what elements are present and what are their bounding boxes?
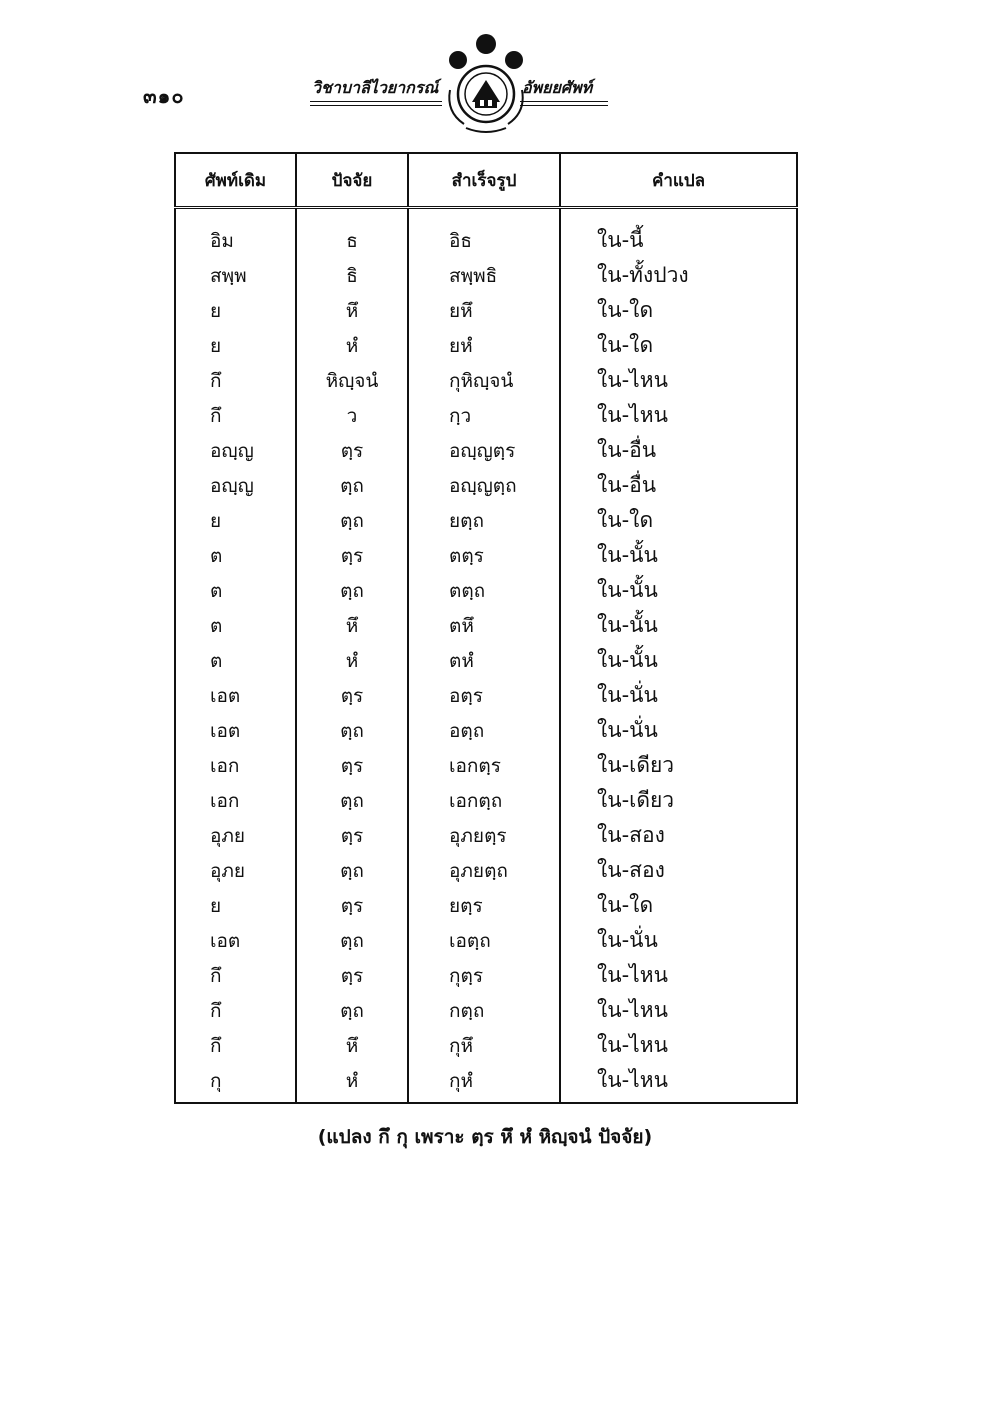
cell-form: กฺว <box>408 398 560 433</box>
cell-root: อุภย <box>210 824 246 847</box>
cell-root: ต <box>210 579 223 602</box>
cell-suffix: ตฺร <box>296 818 408 853</box>
cell-form: ยหํ <box>408 328 560 363</box>
cell-suffix: ตฺถ <box>296 853 408 888</box>
cell-root: อิม <box>210 229 234 252</box>
cell-suffix: ตฺถ <box>296 468 408 503</box>
cell-root: ต <box>210 544 223 567</box>
table-row <box>175 888 797 923</box>
cell-root: สพฺพ <box>210 264 247 287</box>
cell-suffix: ตฺร <box>296 888 408 923</box>
table-row <box>175 208 797 259</box>
cell-root: ย <box>210 299 222 322</box>
table-row <box>175 433 797 468</box>
table-row <box>175 1063 797 1103</box>
table-row <box>175 468 797 503</box>
cell-suffix: ตฺถ <box>296 713 408 748</box>
table-row <box>175 293 797 328</box>
table-row <box>175 993 797 1028</box>
table-header-row <box>175 153 797 208</box>
cell-root: ย <box>210 334 222 357</box>
table-row <box>175 258 797 293</box>
page-number: ๓๑๐ <box>143 84 185 108</box>
header-right-rule-2 <box>520 105 608 106</box>
cell-root: เอก <box>210 789 240 812</box>
table-row <box>175 923 797 958</box>
table-row <box>175 538 797 573</box>
table-row <box>175 398 797 433</box>
cell-form: ยหึ <box>408 293 560 328</box>
vocabulary-table <box>174 152 798 1104</box>
cell-form: อุภยตฺร <box>408 818 560 853</box>
cell-suffix: หึ <box>296 293 408 328</box>
table-row <box>175 363 797 398</box>
header-left-rule <box>310 101 442 102</box>
cell-meaning: ใน-เดียว <box>560 748 797 783</box>
cell-form: เอกตฺร <box>408 748 560 783</box>
cell-meaning: ใน-นั่น <box>560 678 797 713</box>
cell-suffix: ตฺร <box>296 678 408 713</box>
cell-form: ตหึ <box>408 608 560 643</box>
cell-form: อตฺถ <box>408 713 560 748</box>
cell-meaning: ใน-สอง <box>560 853 797 888</box>
cell-suffix: ตฺถ <box>296 503 408 538</box>
cell-form: ยตฺถ <box>408 503 560 538</box>
table-row <box>175 713 797 748</box>
cell-root: กึ <box>210 404 222 427</box>
cell-meaning: ใน-นั้น <box>560 643 797 678</box>
cell-suffix: ตฺถ <box>296 993 408 1028</box>
cell-meaning: ใน-นั่น <box>560 923 797 958</box>
table-row <box>175 748 797 783</box>
table-row <box>175 608 797 643</box>
cell-meaning: ใน-ไหน <box>560 398 797 433</box>
cell-suffix: ตฺถ <box>296 923 408 958</box>
cell-root: เอต <box>210 929 241 952</box>
cell-suffix: หํ <box>296 328 408 363</box>
cell-suffix: หิญฺจนํ <box>296 363 408 398</box>
cell-form: อิธ <box>408 208 560 259</box>
column-header-suffix: ปัจจัย <box>296 153 408 208</box>
cell-suffix: หํ <box>296 1063 408 1103</box>
cell-root: เอก <box>210 754 240 777</box>
cell-meaning: ใน-ไหน <box>560 1063 797 1103</box>
cell-root: เอต <box>210 719 241 742</box>
cell-suffix: ตฺร <box>296 433 408 468</box>
cell-meaning: ใน-อื่น <box>560 433 797 468</box>
cell-form: ยตฺร <box>408 888 560 923</box>
table-row <box>175 643 797 678</box>
table-body <box>175 208 797 1104</box>
cell-suffix: หึ <box>296 1028 408 1063</box>
cell-meaning: ใน-ไหน <box>560 958 797 993</box>
cell-root: อญฺญ <box>210 474 254 497</box>
cell-suffix: ธิ <box>296 258 408 293</box>
cell-meaning: ใน-ไหน <box>560 1028 797 1063</box>
cell-form: ตตฺถ <box>408 573 560 608</box>
cell-meaning: ใน-เดียว <box>560 783 797 818</box>
header-left-rule-2 <box>310 105 442 106</box>
cell-meaning: ใน-ไหน <box>560 993 797 1028</box>
cell-root: กึ <box>210 1034 222 1057</box>
cell-form: ตตฺร <box>408 538 560 573</box>
cell-meaning: ใน-นั้น <box>560 608 797 643</box>
cell-form: อญฺญตฺถ <box>408 468 560 503</box>
cell-root: ต <box>210 614 223 637</box>
cell-form: กุหึ <box>408 1028 560 1063</box>
cell-meaning: ใน-ใด <box>560 503 797 538</box>
column-header-form: สำเร็จรูป <box>408 153 560 208</box>
cell-root: ย <box>210 894 222 917</box>
cell-root: ต <box>210 649 223 672</box>
cell-meaning: ใน-ใด <box>560 328 797 363</box>
table-row <box>175 783 797 818</box>
cell-meaning: ใน-นี้ <box>560 208 797 259</box>
cell-meaning: ใน-ใด <box>560 888 797 923</box>
cell-meaning: ใน-นั่น <box>560 713 797 748</box>
header-left-title: วิชาบาลีไวยากรณ์ <box>312 78 439 97</box>
cell-root: กึ <box>210 999 222 1022</box>
column-header-meaning: คำแปล <box>560 153 797 208</box>
cell-root: อญฺญ <box>210 439 254 462</box>
monastery-emblem-icon <box>442 32 530 140</box>
footnote: (แปลง กึ กุ เพราะ ตฺร หึ หํ หิญฺจนํ ปัจจัย) <box>317 1126 653 1148</box>
cell-form: อญฺญตฺร <box>408 433 560 468</box>
cell-form: อุภยตฺถ <box>408 853 560 888</box>
cell-form: เอกตฺถ <box>408 783 560 818</box>
cell-meaning: ใน-นั้น <box>560 573 797 608</box>
cell-root: เอต <box>210 684 241 707</box>
cell-form: สพฺพธิ <box>408 258 560 293</box>
cell-form: กตฺถ <box>408 993 560 1028</box>
cell-suffix: ตฺร <box>296 748 408 783</box>
table-row <box>175 1028 797 1063</box>
cell-root: กุ <box>210 1069 222 1092</box>
cell-meaning: ใน-อื่น <box>560 468 797 503</box>
cell-suffix: หึ <box>296 608 408 643</box>
table-row <box>175 503 797 538</box>
cell-form: กุหํ <box>408 1063 560 1103</box>
cell-suffix: ตฺร <box>296 958 408 993</box>
cell-form: กุหิญฺจนํ <box>408 363 560 398</box>
table-row <box>175 328 797 363</box>
cell-suffix: ตฺร <box>296 538 408 573</box>
table-row <box>175 958 797 993</box>
cell-root: กึ <box>210 369 222 392</box>
column-header-root: ศัพท์เดิม <box>175 153 296 208</box>
header-right-title: อัพยยศัพท์ <box>522 78 593 97</box>
cell-form: กุตฺร <box>408 958 560 993</box>
table-row <box>175 678 797 713</box>
cell-root: กึ <box>210 964 222 987</box>
cell-meaning: ใน-ทั้งปวง <box>560 258 797 293</box>
cell-suffix: ธ <box>296 208 408 259</box>
cell-root: อุภย <box>210 859 246 882</box>
cell-suffix: ตฺถ <box>296 573 408 608</box>
cell-suffix: หํ <box>296 643 408 678</box>
cell-meaning: ใน-สอง <box>560 818 797 853</box>
table-row <box>175 573 797 608</box>
cell-meaning: ใน-ไหน <box>560 363 797 398</box>
cell-form: อตฺร <box>408 678 560 713</box>
cell-suffix: ตฺถ <box>296 783 408 818</box>
cell-form: ตหํ <box>408 643 560 678</box>
cell-meaning: ใน-ใด <box>560 293 797 328</box>
cell-root: ย <box>210 509 222 532</box>
cell-form: เอตฺถ <box>408 923 560 958</box>
cell-meaning: ใน-นั้น <box>560 538 797 573</box>
table-row <box>175 818 797 853</box>
header-right-rule <box>520 101 608 102</box>
table-row <box>175 853 797 888</box>
cell-suffix: ว <box>296 398 408 433</box>
